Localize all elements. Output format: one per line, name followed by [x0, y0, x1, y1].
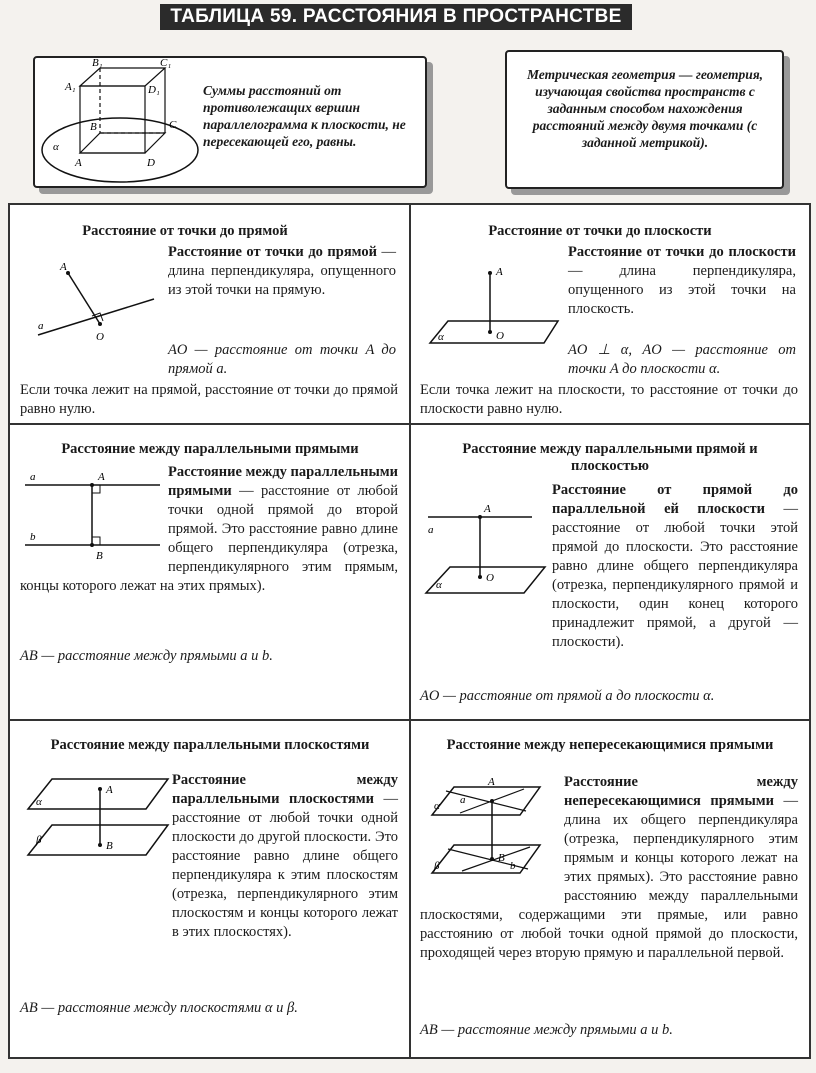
cell-heading: Расстояние от точки до плоскости [488, 223, 712, 239]
cell-heading: Расстояние между параллельными прямой и плоскостью [462, 441, 758, 474]
label-o: O [96, 331, 104, 343]
definition-body: — длина их общего перпендикуляра (отрезка, перпендикулярного этим прямым и концы которого лежат на этих прямых). Это расстояние равно расстоянию между параллельными плоскостями, содержащими эти прямые, или равно расстоянию от любой точки одной прямой до плоскости, проходящей через вторую прямую и параллельной первой. [420, 793, 799, 961]
label-a: A [484, 503, 491, 515]
label-line-a: a [30, 471, 36, 483]
parallelogram-fact-box [33, 56, 427, 188]
row-divider-1 [10, 423, 809, 425]
parallelogram-fact-text: Суммы расстояний от противолежащих вершин параллелограмма к плоскости, не пересекающей его, равны. [203, 83, 406, 149]
cell-heading: Расстояние между параллельными прямыми [61, 441, 359, 457]
definition-body: — расстояние от любой точки этой прямой до плоскости. Это расстояние равно длине общего перпендикуляра (отрезка, перпендикулярного прямой и плоскости, один конец которого принадлежит прямой, а другой — плоскости). [552, 501, 798, 650]
label-beta: β [36, 834, 42, 846]
label-d: D [147, 157, 155, 169]
label-line-a: a [428, 524, 434, 536]
label-c1: C₁ [160, 57, 172, 69]
cell-point-to-plane [420, 223, 800, 423]
label-a: A [496, 266, 503, 278]
label-a: A [75, 157, 82, 169]
label-b1: B₁ [92, 57, 103, 69]
definition [20, 463, 398, 596]
cell-skew-lines [420, 737, 800, 1053]
page-title: ТАБЛИЦА 59. РАССТОЯНИЯ В ПРОСТРАНСТВЕ [160, 4, 632, 30]
label-line-b: b [510, 860, 516, 872]
definition-term: Расстояние между непересекающимися прямыми [564, 774, 798, 809]
definition [568, 243, 796, 319]
label-alpha: α [53, 141, 59, 153]
label-b: B [106, 840, 113, 852]
definition-term: Расстояние от прямой до параллельной ей плоскости [552, 482, 798, 517]
label-line-a: a [38, 320, 44, 332]
formula: AB — расстояние между прямыми a и b. [20, 648, 273, 664]
cell-line-plane [420, 441, 800, 711]
label-b: B [498, 852, 505, 864]
label-o: O [496, 330, 504, 342]
definition-term: Расстояние между параллельными плоскостями [172, 772, 398, 807]
label-a: A [106, 784, 113, 796]
cell-point-to-line [20, 223, 400, 423]
label-b: B [96, 550, 103, 562]
label-o: O [486, 572, 494, 584]
definition [420, 773, 798, 963]
formula: AO — расстояние от точки A до прямой a. [168, 342, 396, 377]
metric-geometry-box [505, 50, 784, 189]
row-divider-2 [10, 719, 809, 721]
definition-term: Расстояние между параллельными прямыми [168, 464, 398, 499]
label-alpha: α [36, 796, 42, 808]
formula: AO — расстояние от прямой a до плоскости α. [420, 688, 715, 704]
definition-body: — расстояние от любой точки одной плоскости до другой плоскости. Это расстояние равно длине общего перпендикуляра к этим плоскостям (отрезка, перпендикулярного этим плоскостям и концы которого лежат в этих плоскостях). [172, 791, 398, 940]
label-d1: D₁ [148, 84, 160, 96]
definition [168, 243, 396, 300]
parallel-planes-diagram [20, 765, 170, 875]
point-line-diagram [20, 243, 160, 353]
definition-body: — расстояние от любой точки одной прямой до второй прямой. Это расстояние равно длине общего перпендикуляра (отрезка, перпендикулярного этим прямым, концы которого лежат на этих прямых). [20, 483, 398, 594]
note: Если точка лежит на прямой, расстояние от точки до прямой равно нулю. [20, 382, 398, 417]
label-c: C [169, 119, 177, 131]
label-alpha: α [436, 579, 442, 591]
label-line-a: a [460, 794, 466, 806]
column-divider [409, 205, 411, 1057]
label-a: A [98, 471, 105, 483]
definition-term: Расстояние от точки до прямой [168, 244, 377, 260]
label-a: A [488, 776, 495, 788]
definition [172, 771, 398, 942]
label-alpha: α [434, 800, 440, 812]
label-a: A [60, 261, 67, 273]
metric-geometry-text: Метрическая геометрия — геометрия, изучающая свойства пространств с заданным способом нахождения расстояний между двумя точками (с заданной метрикой). [526, 67, 764, 150]
formula: AB — расстояние между прямыми a и b. [420, 1022, 673, 1038]
cell-parallel-planes [20, 737, 400, 1053]
cube-diagram [35, 58, 215, 186]
formula: AB — расстояние между плоскостями α и β. [20, 1000, 298, 1016]
formula: AO ⊥ α, AO — расстояние от точки A до плоскости α. [568, 342, 796, 377]
note: Если точка лежит на плоскости, то расстояние от точки до плоскости равно нулю. [420, 382, 798, 417]
definition-body: — длина перпендикуляра, опущенного из этой точки на прямую. [168, 244, 397, 298]
distances-table [8, 203, 811, 1059]
label-a1: A₁ [65, 81, 76, 93]
label-beta: β [434, 860, 440, 872]
label-b: B [90, 121, 97, 133]
definition-term: Расстояние от точки до плоскости [568, 244, 796, 260]
cell-heading: Расстояние между параллельными плоскостями [50, 737, 370, 753]
label-alpha: α [438, 331, 444, 343]
cell-heading: Расстояние от точки до прямой [82, 223, 288, 239]
cell-heading: Расстояние между непересекающимися прямыми [446, 737, 774, 753]
cell-parallel-lines [20, 441, 400, 711]
definition-body: — длина перпендикуляра, опущенного из этой точки на плоскость. [568, 263, 796, 317]
point-plane-diagram [420, 243, 560, 353]
definition [420, 481, 798, 652]
label-line-b: b [30, 531, 36, 543]
